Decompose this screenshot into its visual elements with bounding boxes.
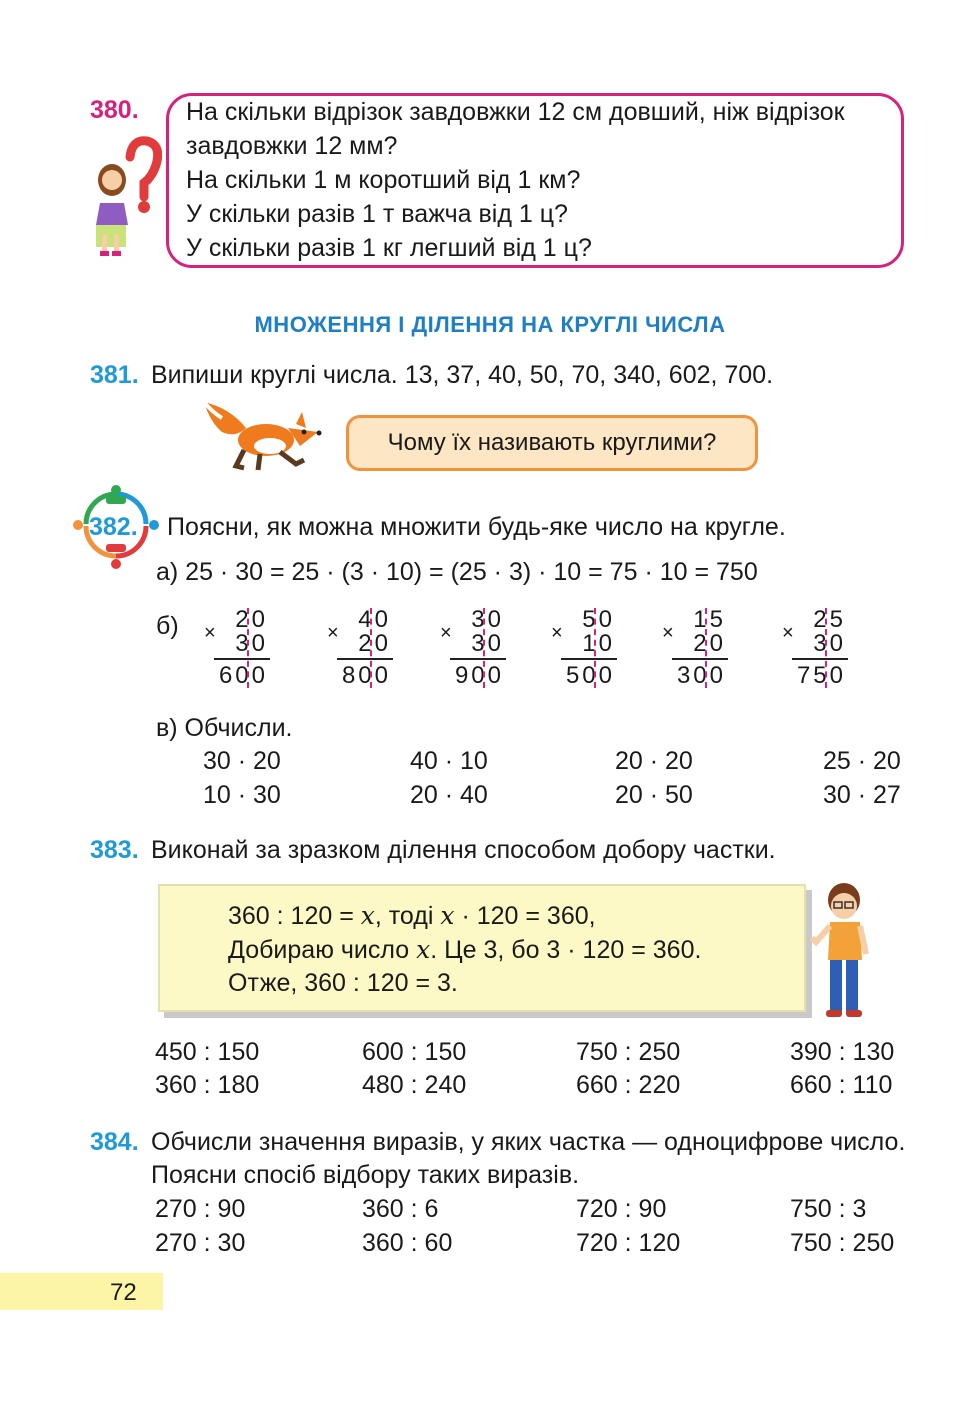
zero-separator-line	[825, 608, 827, 688]
column-multiplication	[204, 608, 284, 688]
multiply-sign: ×	[204, 622, 216, 644]
multiply-sign: ×	[440, 622, 452, 644]
result-line	[450, 658, 506, 660]
result-line	[792, 658, 848, 660]
ex382-v-item: 20 · 50	[615, 781, 693, 809]
ex384-item: 270 : 30	[155, 1229, 246, 1257]
ex380-line-3: На скільки 1 м коротший від 1 км?	[186, 166, 581, 194]
ex383-item: 600 : 150	[362, 1038, 467, 1066]
boy-illustration	[808, 880, 872, 1022]
ex382-v-item: 20 · 40	[410, 781, 488, 809]
multiply-sign: ×	[662, 622, 674, 644]
ex380-line-2: завдовжки 12 мм?	[186, 132, 398, 160]
ex382-part-v-label: в) Обчисли.	[156, 714, 293, 742]
ex384-item: 360 : 60	[362, 1229, 453, 1257]
column-multiplication	[440, 608, 520, 688]
multiplicand: 50	[582, 606, 615, 633]
multiplicand: 20	[235, 606, 268, 633]
ex384-item: 750 : 3	[790, 1195, 867, 1223]
ex383-item: 750 : 250	[576, 1038, 681, 1066]
ex382-v-item: 10 · 30	[203, 781, 281, 809]
multiplier: 30	[235, 630, 268, 657]
result-line	[337, 658, 393, 660]
fox-illustration	[200, 398, 330, 474]
multiplicand: 25	[813, 606, 846, 633]
result-line	[561, 658, 617, 660]
column-multiplication	[662, 608, 742, 688]
column-multiplication	[551, 608, 631, 688]
exercise-380-number: 380.	[90, 96, 139, 124]
ex384-item: 360 : 6	[362, 1195, 439, 1223]
multiplier: 30	[813, 630, 846, 657]
ex383-item: 480 : 240	[362, 1071, 467, 1099]
column-multiplication	[327, 608, 407, 688]
zero-separator-line	[594, 608, 596, 688]
zero-separator-line	[705, 608, 707, 688]
ex383-item: 450 : 150	[155, 1038, 260, 1066]
ex383-item: 390 : 130	[790, 1038, 895, 1066]
product: 600	[218, 662, 268, 689]
ex382-v-item: 30 · 27	[823, 781, 901, 809]
exercise-381-number: 381.	[90, 361, 139, 389]
product: 900	[454, 662, 504, 689]
ex381-text: Випиши круглі числа. 13, 37, 40, 50, 70, 340, 602, 700.	[151, 361, 774, 389]
girl-question-illustration	[92, 135, 162, 257]
multiply-sign: ×	[551, 622, 563, 644]
multiplicand: 15	[693, 606, 726, 633]
ex383-text: Виконай за зразком ділення способом добору частки.	[151, 836, 776, 864]
ex383-sample-line-1: 360 : 120 = x, тоді x · 120 = 360,	[228, 901, 596, 930]
ex380-line-5: У скільки разів 1 кг легший від 1 ц?	[186, 234, 592, 262]
ex380-line-1: На скільки відрізок завдовжки 12 см довший, ніж відрізок	[186, 98, 845, 126]
page-number-bar	[0, 1273, 163, 1310]
page-number: 72	[110, 1279, 137, 1306]
zero-separator-line	[483, 608, 485, 688]
product: 500	[565, 662, 615, 689]
ex383-item: 360 : 180	[155, 1071, 260, 1099]
result-line	[672, 658, 728, 660]
exercise-382-number: 382.	[89, 513, 138, 541]
ex383-sample-line-2: Добираю число x. Це 3, бо 3 · 120 = 360.	[228, 935, 702, 964]
multiplier: 20	[693, 630, 726, 657]
ex384-item: 720 : 90	[576, 1195, 667, 1223]
zero-separator-line	[370, 608, 372, 688]
ex382-v-item: 20 · 20	[615, 747, 693, 775]
ex384-line-1: Обчисли значення виразів, у яких частка — одноцифрове число.	[151, 1128, 906, 1156]
ex384-line-2: Поясни спосіб відбору таких виразів.	[151, 1161, 580, 1189]
product: 300	[676, 662, 726, 689]
ex382-part-b-label: б)	[156, 612, 179, 640]
ex381-hint-bubble: Чому їх називають круглими?	[346, 415, 758, 471]
multiplier: 30	[471, 630, 504, 657]
ex382-v-item: 40 · 10	[410, 747, 488, 775]
ex384-item: 720 : 120	[576, 1229, 681, 1257]
multiplicand: 30	[471, 606, 504, 633]
multiplier: 20	[358, 630, 391, 657]
exercise-383-number: 383.	[90, 836, 139, 864]
ex380-line-4: У скільки разів 1 т важча від 1 ц?	[186, 200, 568, 228]
result-line	[214, 658, 270, 660]
multiplier: 10	[582, 630, 615, 657]
zero-separator-line	[247, 608, 249, 688]
ex382-v-item: 30 · 20	[203, 747, 281, 775]
ex383-sample-line-3: Отже, 360 : 120 = 3.	[228, 969, 458, 997]
ex384-item: 750 : 250	[790, 1229, 895, 1257]
exercise-384-number: 384.	[90, 1128, 139, 1156]
product: 800	[341, 662, 391, 689]
section-title: МНОЖЕННЯ І ДІЛЕННЯ НА КРУГЛІ ЧИСЛА	[254, 312, 726, 337]
ex384-item: 270 : 90	[155, 1195, 246, 1223]
ex383-item: 660 : 110	[790, 1071, 893, 1099]
multiplicand: 40	[358, 606, 391, 633]
multiply-sign: ×	[327, 622, 339, 644]
product: 750	[796, 662, 846, 689]
ex383-item: 660 : 220	[576, 1071, 681, 1099]
column-multiplication	[782, 608, 862, 688]
multiply-sign: ×	[782, 622, 794, 644]
ex382-part-a: а) 25 · 30 = 25 · (3 · 10) = (25 · 3) · 10 = 75 · 10 = 750	[156, 558, 758, 586]
ex382-text: Поясни, як можна множити будь-яке число на кругле.	[167, 513, 786, 541]
ex382-v-item: 25 · 20	[823, 747, 901, 775]
